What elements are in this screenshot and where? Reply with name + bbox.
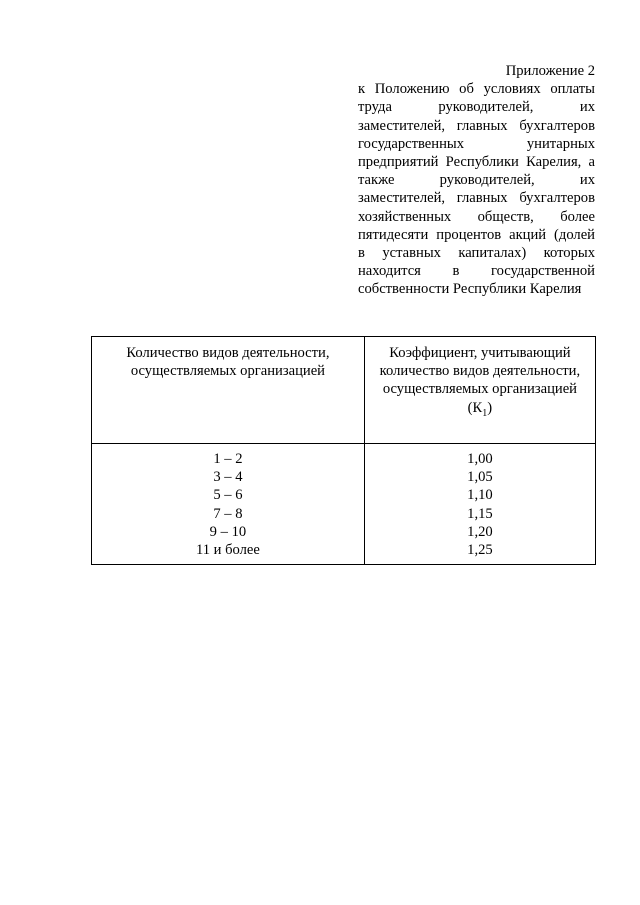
activity-count-value: 7 – 8: [213, 505, 243, 522]
header-line: осуществляемых организацией: [382, 381, 577, 398]
appendix-line: государственных унитарных: [358, 135, 595, 152]
coefficient-symbol: $(К_1)$: [467, 399, 493, 419]
appendix-line: к Положению об условиях оплаты: [358, 81, 595, 98]
coefficient-value: 1,25: [467, 542, 493, 559]
activity-count-value: 11 и более: [195, 542, 260, 559]
table-header-row: [92, 337, 596, 444]
coefficient-subscript: 1: [482, 407, 488, 419]
appendix-line: заместителей, главных бухгалтеров: [358, 190, 595, 207]
appendix-line: труда руководителей, их: [358, 99, 595, 116]
coefficient-value: 1,20: [467, 523, 493, 540]
coefficient-value: 1,00: [467, 451, 493, 467]
header-line: Коэффициент, учитывающий: [389, 345, 571, 361]
appendix-line: находится в государственной: [358, 263, 595, 280]
appendix-line: хозяйственных обществ, более: [358, 208, 595, 225]
appendix-title: Приложение 2: [505, 63, 595, 79]
header-activity-count: [92, 337, 365, 444]
coefficient-letter: К: [472, 399, 483, 416]
activity-count-value: 3 – 4: [213, 469, 243, 486]
coefficient-cell: [364, 444, 595, 565]
activity-count-value: 5 – 6: [213, 487, 243, 504]
coefficient-value: 1,15: [467, 505, 493, 522]
appendix-line: предприятий Республики Карелия, а: [358, 154, 595, 171]
table-row: [92, 444, 596, 565]
appendix-line: собственности Республики Карелия: [358, 281, 582, 298]
activity-count-value: 1 – 2: [213, 451, 243, 467]
appendix-line: пятидесяти процентов акций (долей: [358, 226, 595, 243]
header-line: осуществляемых организацией: [130, 363, 325, 380]
coefficient-table: [91, 336, 596, 565]
header-line: Количество видов деятельности,: [126, 345, 330, 361]
appendix-line: также руководителей, их: [358, 172, 595, 189]
header-line: количество видов деятельности,: [379, 363, 581, 380]
coefficient-value: 1,05: [467, 469, 493, 486]
activity-count-cell: [92, 444, 365, 565]
header-coefficient: [364, 337, 595, 444]
appendix-line: заместителей, главных бухгалтеров: [358, 117, 595, 134]
coefficient-value: 1,10: [467, 487, 493, 504]
appendix-block: [358, 62, 595, 299]
appendix-line: в уставных капиталах) которых: [358, 245, 595, 262]
activity-count-value: 9 – 10: [209, 523, 247, 540]
